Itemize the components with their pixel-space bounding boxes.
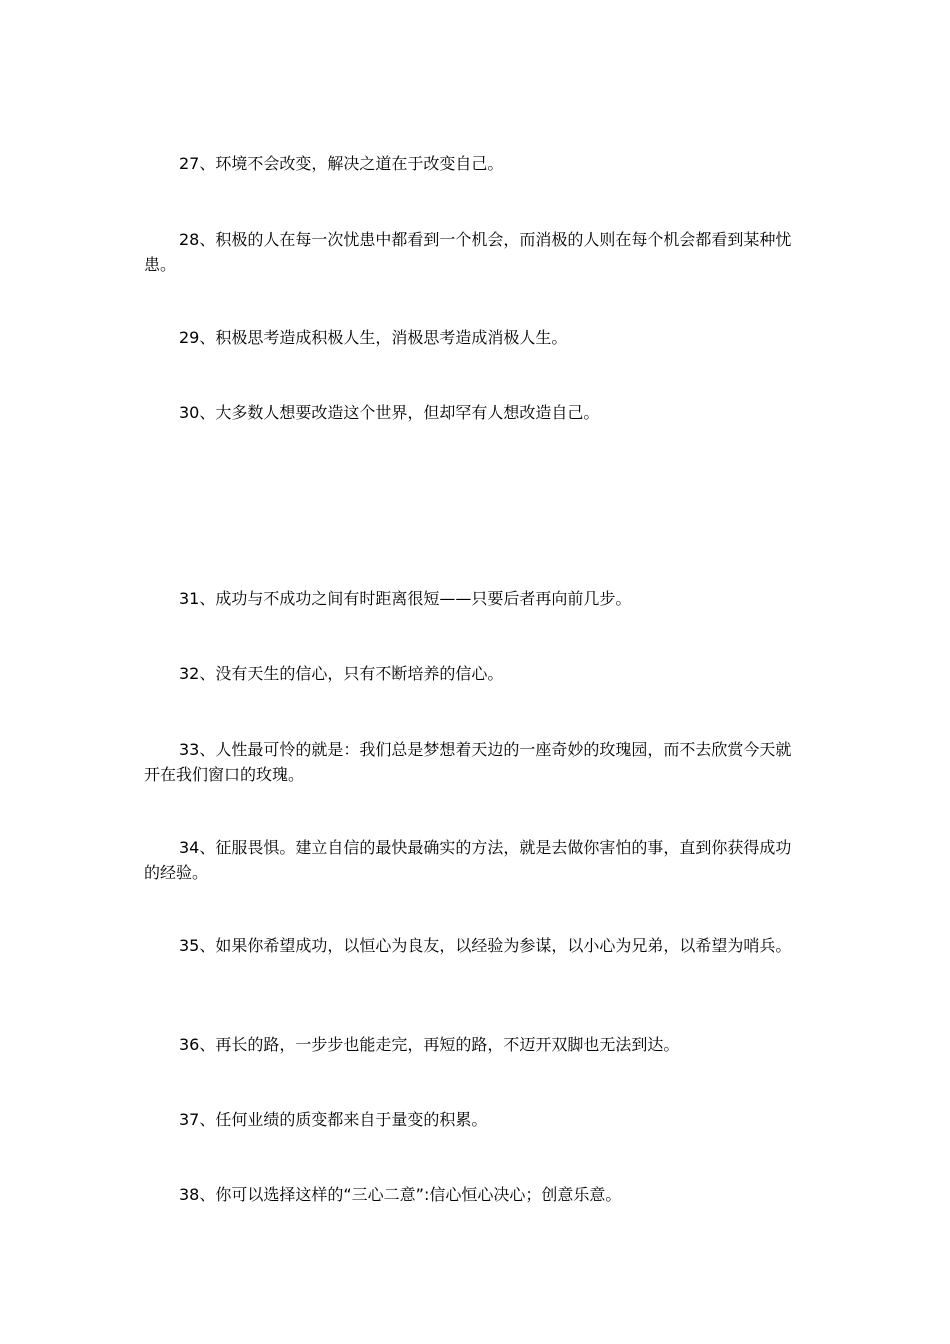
paragraph-37: 37、任何业绩的质变都来自于量变的积累。 xyxy=(179,1110,488,1129)
paragraph-35: 35、如果你希望成功，以恒心为良友，以经验为参谋，以小心为兄弟，以希望为哨兵。 xyxy=(179,936,792,955)
paragraph-31: 31、成功与不成功之间有时距离很短——只要后者再向前几步。 xyxy=(179,589,632,608)
paragraph-34: 34、征服畏惧。建立自信的最快最确实的方法，就是去做你害怕的事，直到你获得成功的经验。 xyxy=(144,838,792,882)
paragraph-30: 30、大多数人想要改造这个世界，但却罕有人想改造自己。 xyxy=(179,403,600,422)
paragraph-38: 38、你可以选择这样的“三心二意”:信心恒心决心；创意乐意。 xyxy=(179,1185,622,1204)
paragraph-27: 27、环境不会改变，解决之道在于改变自己。 xyxy=(179,154,504,173)
paragraph-32: 32、没有天生的信心，只有不断培养的信心。 xyxy=(179,664,504,683)
paragraph-36: 36、再长的路，一步步也能走完，再短的路，不迈开双脚也无法到达。 xyxy=(179,1035,680,1054)
paragraph-33: 33、人性最可怜的就是：我们总是梦想着天边的一座奇妙的玫瑰园，而不去欣赏今天就开在我们窗口的玫瑰。 xyxy=(144,740,792,784)
paragraph-29: 29、积极思考造成积极人生，消极思考造成消极人生。 xyxy=(179,328,568,347)
paragraph-28: 28、积极的人在每一次忧患中都看到一个机会，而消极的人则在每个机会都看到某种忧患。 xyxy=(144,230,792,274)
